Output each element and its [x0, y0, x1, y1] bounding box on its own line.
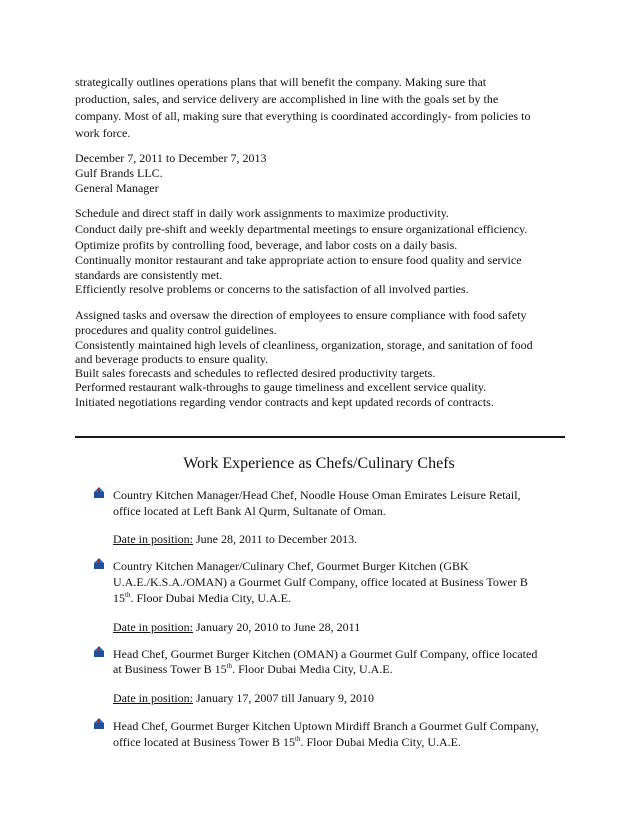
entry-line: Head Chef, Gourmet Burger Kitchen (OMAN) a Gourmet Gulf Company, office located	[113, 647, 538, 661]
date-value: June 28, 2011 to December 2013.	[193, 532, 358, 546]
job-title: General Manager	[75, 181, 159, 195]
duty-line: Conduct daily pre-shift and weekly departmental meetings to ensure organizational efficiency.	[75, 222, 528, 236]
ordinal-suffix: th	[125, 591, 131, 599]
date-in-position	[113, 532, 357, 546]
date-label: Date in position:	[113, 532, 193, 546]
bullet-icon	[93, 646, 105, 658]
address-rest: . Floor Dubai Media City, U.A.E.	[232, 662, 393, 676]
entry-line: U.A.E./K.S.A./OMAN) a Gourmet Gulf Company, office located at Business Tower B	[113, 575, 528, 589]
duty-line: Efficiently resolve problems or concerns to the satisfaction of all involved parties.	[75, 282, 469, 296]
duty-line: and beverage products to ensure quality.	[75, 352, 269, 366]
floor-number: 15	[113, 591, 125, 605]
duty-line: Continually monitor restaurant and take appropriate action to ensure food quality and service	[75, 253, 522, 267]
ordinal-suffix: th	[295, 735, 301, 743]
entry-line: Country Kitchen Manager/Head Chef, Noodle House Oman Emirates Leisure Retail,	[113, 488, 521, 502]
entry-line	[113, 735, 461, 749]
address-rest: . Floor Dubai Media City, U.A.E.	[300, 735, 462, 749]
paragraph-line: production, sales, and service delivery are accomplished in line with the goals set by the	[75, 92, 499, 106]
entry-line: office located at Left Bank Al Qurm, Sultanate of Oman.	[113, 504, 386, 518]
bullet-icon	[93, 487, 105, 499]
entry-line: Head Chef, Gourmet Burger Kitchen Uptown Mirdiff Branch a Gourmet Gulf Company,	[113, 719, 539, 733]
duty-line: procedures and quality control guidelines.	[75, 323, 277, 337]
duty-line: Performed restaurant walk-throughs to gauge timeliness and excellent service quality.	[75, 380, 487, 394]
duty-line: Consistently maintained high levels of cleanliness, organization, storage, and sanitation of food	[75, 338, 533, 352]
date-value: January 20, 2010 to June 28, 2011	[193, 620, 361, 634]
section-heading: Work Experience as Chefs/Culinary Chefs	[183, 455, 455, 472]
bullet-icon	[93, 558, 105, 570]
job-dates: December 7, 2011 to December 7, 2013	[75, 151, 267, 165]
address-start: at Business Tower B 15	[113, 662, 227, 676]
duty-line: Optimize profits by controlling food, beverage, and labor costs on a daily basis.	[75, 238, 458, 252]
date-in-position	[113, 691, 374, 705]
duty-line: Schedule and direct staff in daily work assignments to maximize productivity.	[75, 206, 449, 220]
date-label: Date in position:	[113, 691, 193, 705]
bullet-icon	[93, 718, 105, 730]
paragraph-line: strategically outlines operations plans that will benefit the company. Making sure that	[75, 75, 487, 89]
duty-line: Initiated negotiations regarding vendor contracts and kept updated records of contracts.	[75, 395, 494, 409]
date-label: Date in position:	[113, 620, 193, 634]
section-divider	[75, 436, 565, 438]
date-in-position	[113, 620, 360, 634]
duty-line: Assigned tasks and oversaw the direction of employees to ensure compliance with food safety	[75, 308, 527, 322]
job-company: Gulf Brands LLC.	[75, 166, 163, 180]
paragraph-line: company. Most of all, making sure that everything is coordinated accordingly- from policies to	[75, 109, 531, 123]
duty-line: standards are consistently met.	[75, 268, 223, 282]
ordinal-suffix: th	[226, 662, 233, 670]
duty-line: Built sales forecasts and schedules to reflected desired productivity targets.	[75, 366, 436, 380]
date-value: January 17, 2007 till January 9, 2010	[193, 691, 374, 705]
paragraph-line: work force.	[75, 126, 131, 140]
entry-line	[113, 662, 393, 676]
address-rest: . Floor Dubai Media City, U.A.E.	[130, 591, 291, 605]
entry-line: Country Kitchen Manager/Culinary Chef, Gourmet Burger Kitchen (GBK	[113, 559, 469, 573]
entry-line	[113, 591, 291, 605]
address-start: office located at Business Tower B 15	[113, 735, 296, 749]
